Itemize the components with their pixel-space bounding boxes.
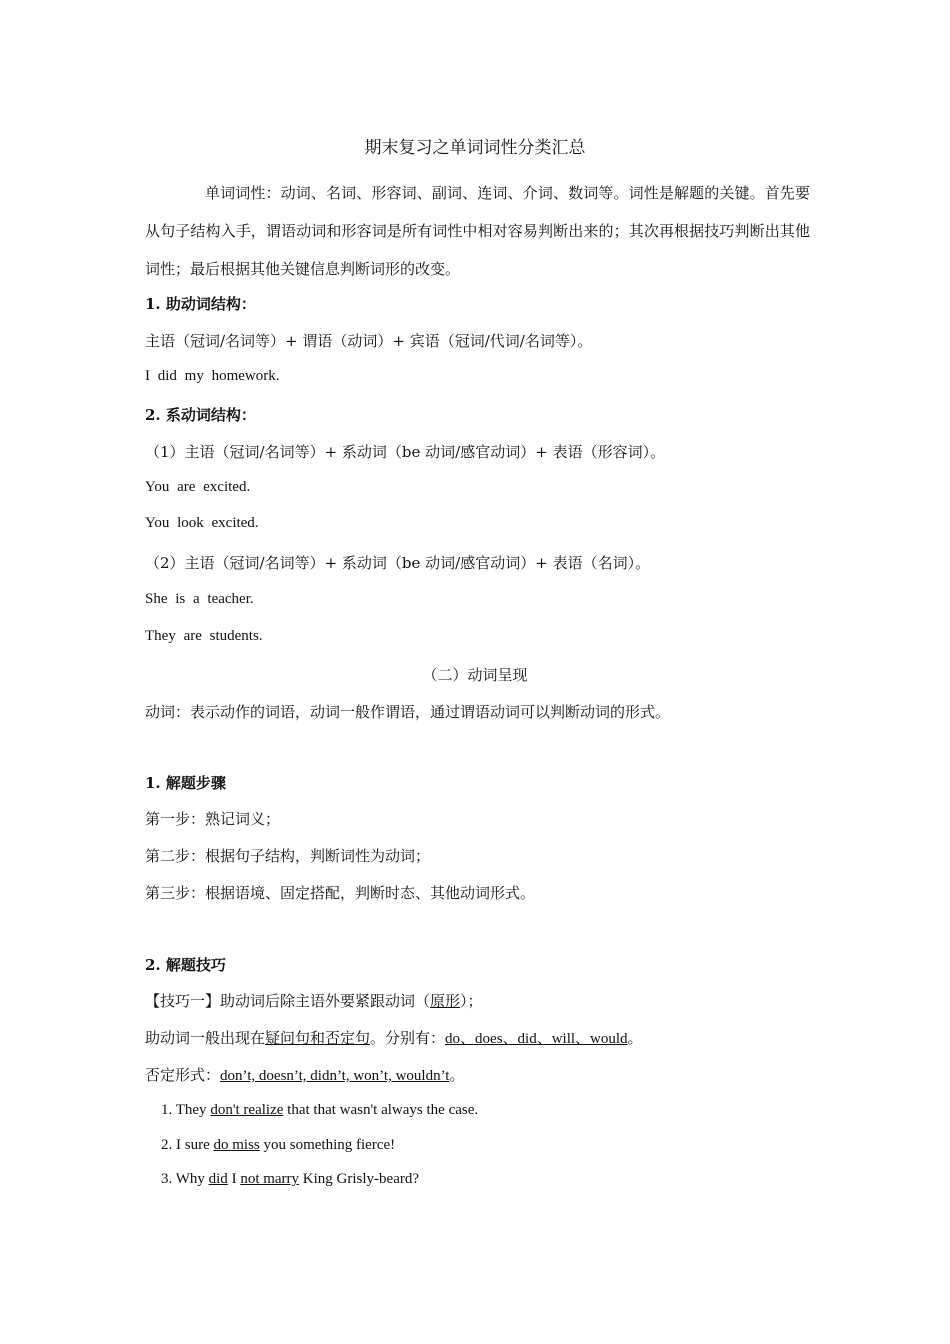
linking-example-1: You are excited.	[145, 479, 251, 495]
tip-1-underlined: 原形	[430, 992, 461, 1010]
example-3-text: 3. Why	[161, 1171, 209, 1187]
aux-usage-end: 。	[627, 1029, 643, 1047]
example-2-text: 2. I sure	[161, 1137, 214, 1153]
steps-heading: 1. 解题步骤	[145, 774, 226, 792]
linking-formula-1: （1）主语（冠词/名词等）+ 系动词（be 动词/感官动词）+ 表语（形容词）。	[145, 443, 666, 461]
example-3-underlined-2: not marry	[240, 1171, 300, 1187]
step-2: 第二步：根据句子结构，判断词性为动词；	[145, 847, 431, 865]
aux-usage-mid: 。分别有：	[370, 1029, 446, 1047]
linking-example-2: You look excited.	[145, 515, 259, 531]
section-heading-aux: 1. 助动词结构：	[145, 295, 256, 313]
aux-list-underlined: do、does、did、will、would	[445, 1031, 628, 1047]
tip-1-end: ）；	[460, 992, 483, 1010]
example-sentence-2	[161, 1135, 395, 1155]
verb-definition: 动词：表示动作的词语，动词一般作谓语，通过谓语动词可以判断动词的形式。	[145, 703, 671, 721]
example-1-underlined: don't realize	[210, 1102, 284, 1118]
example-3-underlined-1: did	[208, 1171, 228, 1187]
intro-paragraph: 单词词性：动词、名词、形容词、副词、连词、介词、数词等。词性是解题的关键。首先要从句子结构入手，谓语动词和形容词是所有词性中相对容易判断出来的；其次再根据技巧判断出其他词性；最后根据其他关键信息判断词形的改变。	[145, 184, 810, 278]
step-1: 第一步：熟记词义；	[145, 810, 281, 828]
negative-forms-underlined: don’t, doesn’t, didn’t, won’t, wouldn’t	[220, 1068, 450, 1084]
negative-forms	[145, 1065, 464, 1086]
example-1-end: that that wasn't always the case.	[283, 1102, 479, 1118]
step-3: 第三步：根据语境、固定搭配，判断时态、其他动词形式。	[145, 884, 536, 902]
negative-forms-label: 否定形式：	[145, 1066, 221, 1084]
aux-usage-underlined: 疑问句和否定句	[265, 1029, 371, 1047]
linking-example-3: She is a teacher.	[145, 591, 254, 607]
linking-formula-2: （2）主语（冠词/名词等）+ 系动词（be 动词/感官动词）+ 表语（名词）。	[145, 554, 651, 572]
negative-forms-end: 。	[449, 1066, 465, 1084]
tips-heading: 2. 解题技巧	[145, 956, 226, 974]
aux-usage-text: 助动词一般出现在	[145, 1029, 266, 1047]
section-heading-linking: 2. 系动词结构：	[145, 406, 256, 424]
tip-1	[145, 991, 483, 1011]
aux-formula: 主语（冠词/名词等）+ 谓语（动词）+ 宾语（冠词/代词/名词等）。	[145, 332, 593, 350]
page-title: 期末复习之单词词性分类汇总	[364, 138, 586, 158]
linking-example-4: They are students.	[145, 628, 263, 644]
aux-example: I did my homework.	[145, 368, 280, 384]
example-3-end: King Grisly-beard?	[299, 1171, 420, 1187]
verb-section-title: （二）动词呈现	[422, 666, 528, 684]
example-3-mid: I	[227, 1171, 241, 1187]
example-sentence-3	[161, 1169, 419, 1189]
example-2-end: you something fierce!	[259, 1137, 396, 1153]
aux-usage	[145, 1028, 643, 1049]
example-sentence-1	[161, 1100, 478, 1120]
example-2-underlined: do miss	[213, 1137, 260, 1153]
tip-1-text: 【技巧一】助动词后除主语外要紧跟动词（	[145, 992, 431, 1010]
example-1-text: 1. They	[161, 1102, 211, 1118]
